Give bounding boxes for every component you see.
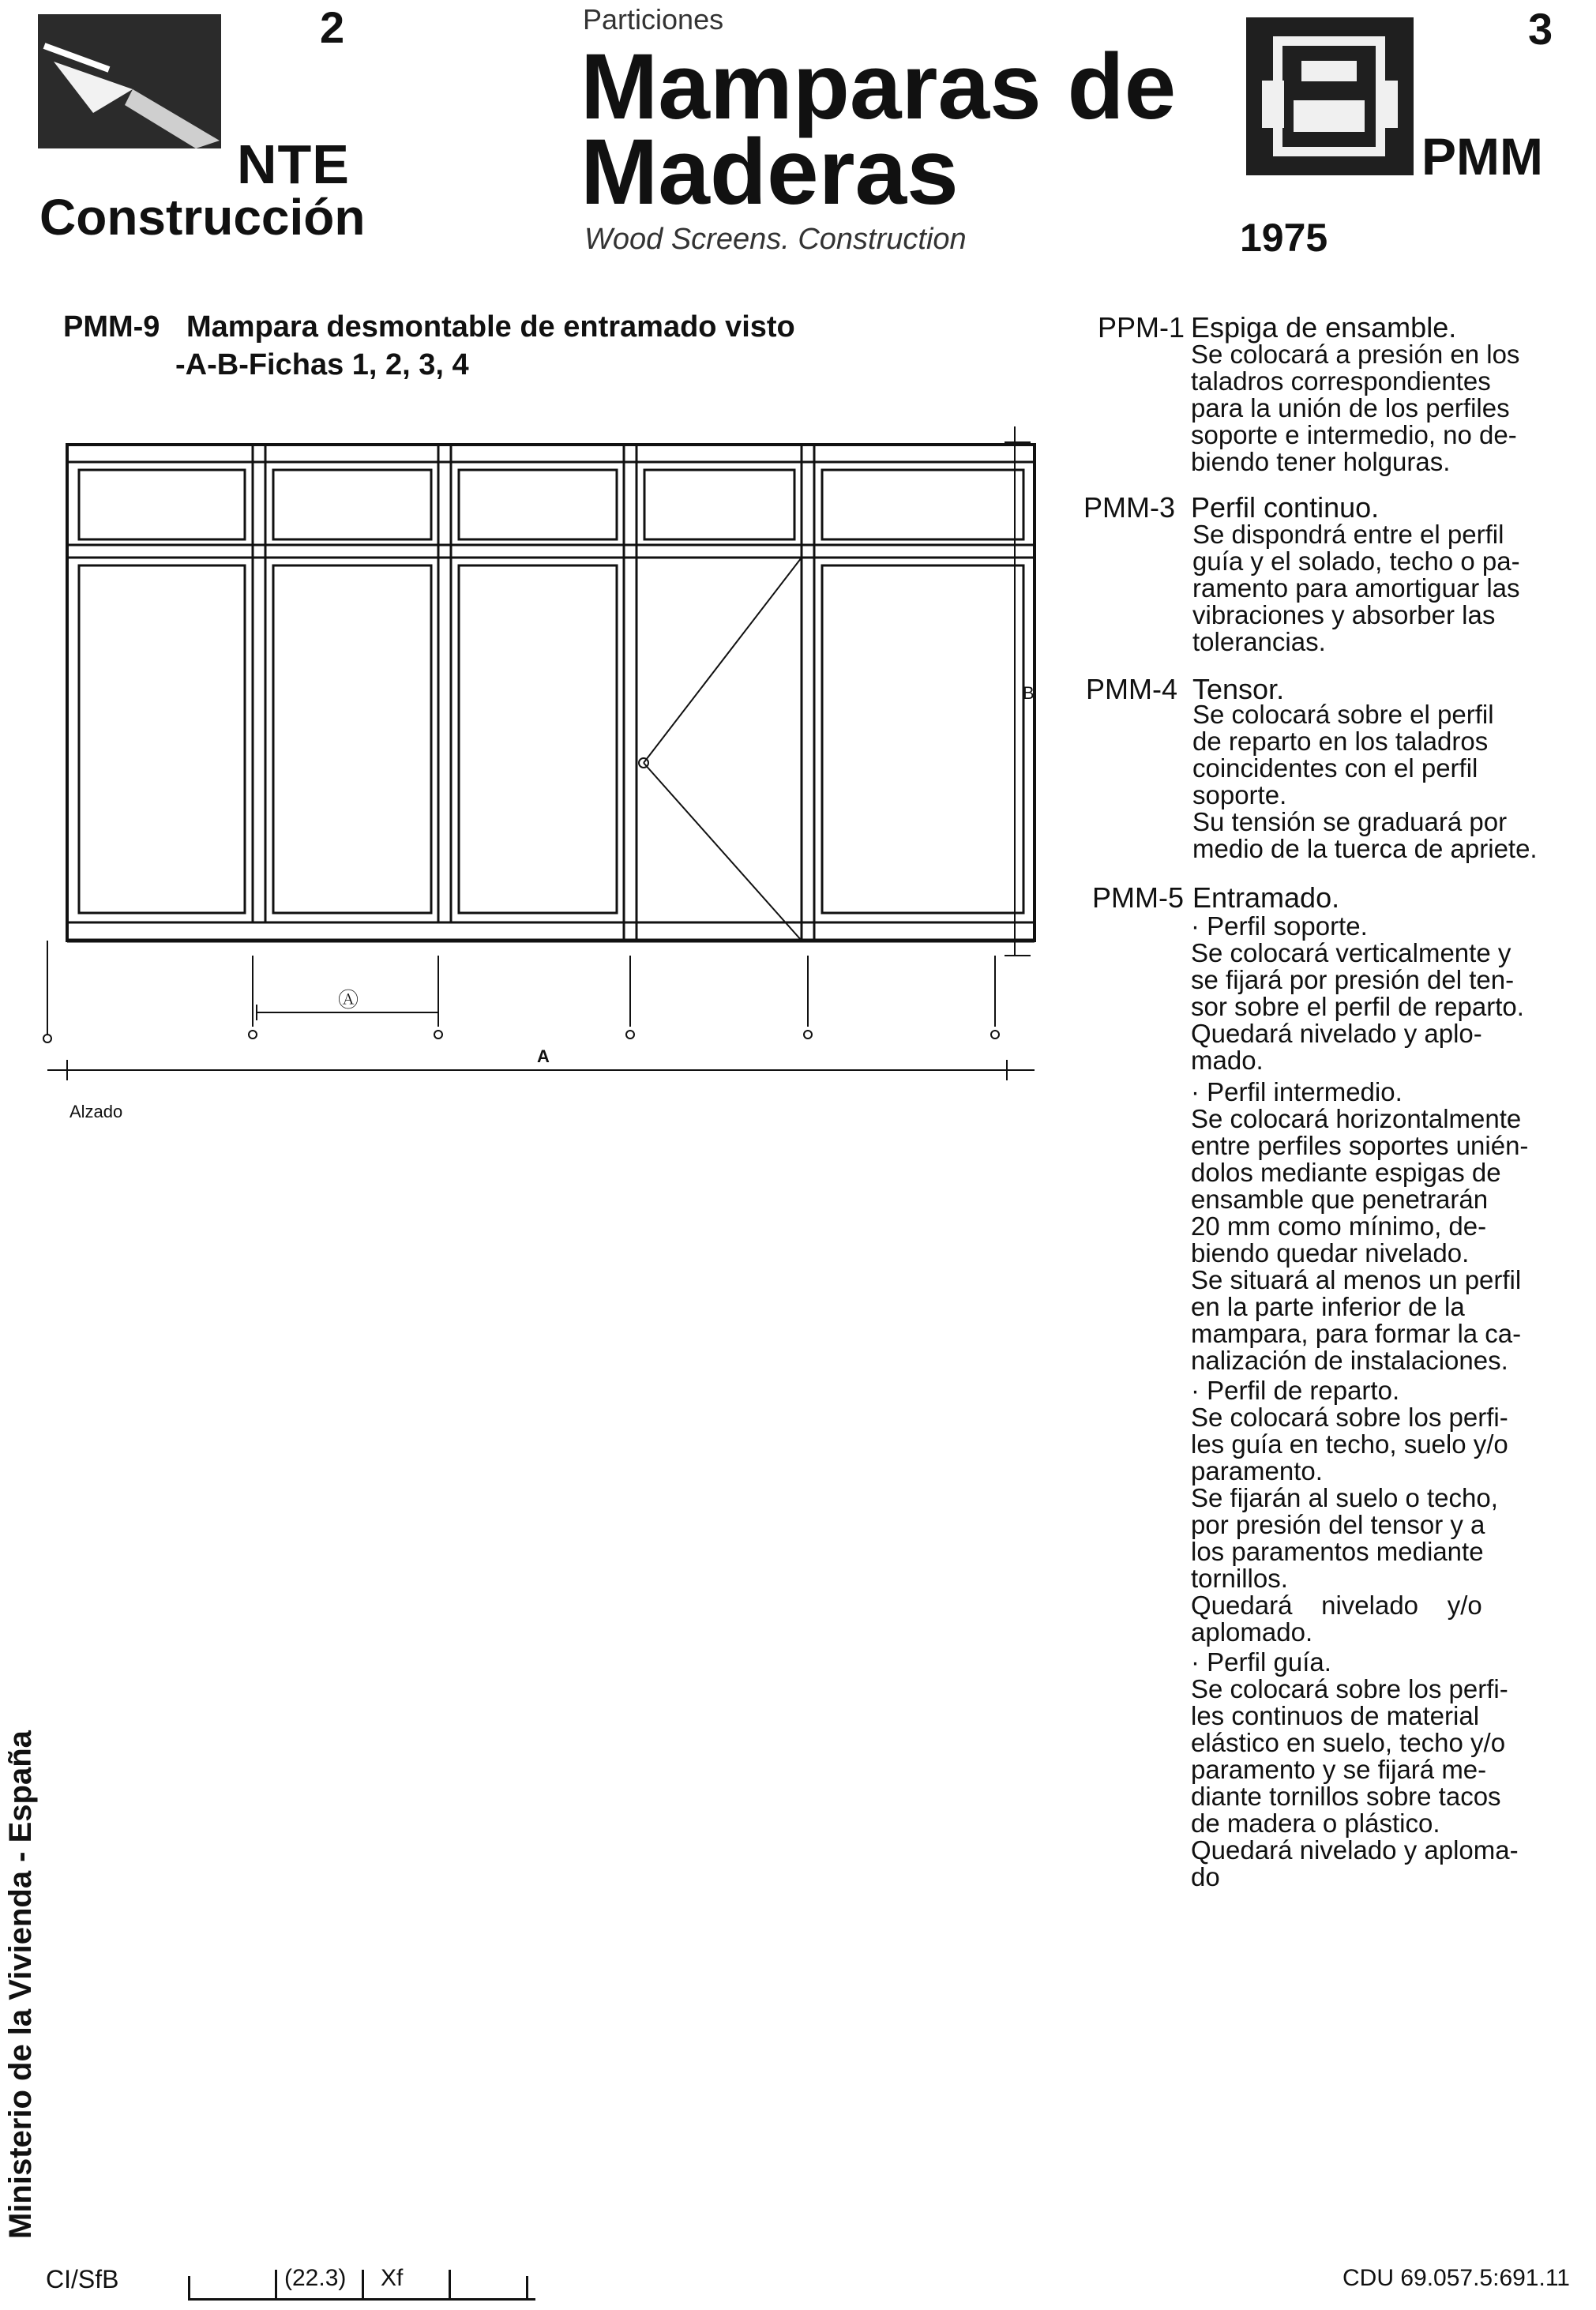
subsection-title-perfil-guia: · Perfil guía. <box>1191 1647 1331 1677</box>
dimension-b-label: B <box>1023 683 1035 703</box>
text-line: Se colocará sobre el perfil <box>1192 700 1494 729</box>
text-line: vibraciones y absorber las <box>1192 600 1496 629</box>
text-line: 20 mm como mínimo, de- <box>1191 1211 1487 1241</box>
text-line: Se colocará sobre los perfi- <box>1191 1403 1508 1432</box>
bar-tick <box>275 2270 277 2298</box>
text-line: Quedará nivelado y/o <box>1191 1591 1482 1620</box>
text-line: medio de la tuerca de apriete. <box>1192 834 1538 863</box>
nte-logo <box>38 14 221 148</box>
sheet-number-right: 3 <box>1528 4 1553 54</box>
cdu-code: CDU 69.057.5:691.11 <box>1343 2265 1570 2291</box>
bar-tick <box>188 2276 190 2298</box>
figure-subtitle: -A-B-Fichas 1, 2, 3, 4 <box>175 348 469 381</box>
text-line: en la parte inferior de la <box>1191 1292 1465 1321</box>
text-line: para la unión de los perfiles <box>1191 393 1510 423</box>
text-line: tornillos. <box>1191 1564 1288 1593</box>
text-line: coincidentes con el perfil <box>1192 753 1478 783</box>
spec-text-pmm-4 <box>1192 701 1552 862</box>
text-line: tolerancias. <box>1192 627 1326 656</box>
text-line: entre perfiles soportes unién- <box>1191 1131 1529 1160</box>
text-line: do <box>1191 1862 1220 1891</box>
text-line: Quedará nivelado y aploma- <box>1191 1835 1519 1865</box>
year: 1975 <box>1240 216 1328 260</box>
spec-title-ppm-1: Espiga de ensamble. <box>1191 311 1457 344</box>
text-line: soporte. <box>1192 780 1287 809</box>
text-line: Su tensión se graduará por <box>1192 807 1508 836</box>
spec-text-pmm-3 <box>1192 521 1552 655</box>
subsection-title-perfil-reparto: · Perfil de reparto. <box>1191 1376 1400 1405</box>
text-line: de madera o plástico. <box>1191 1809 1440 1838</box>
classification-bar <box>188 2265 535 2301</box>
spec-code-ppm-1: PPM-1 <box>1098 311 1185 344</box>
text-line: mado. <box>1191 1046 1264 1075</box>
construccion-label: Construcción <box>39 189 366 246</box>
spec-code-pmm-3: PMM-3 <box>1083 491 1175 524</box>
nte-label: NTE <box>237 133 350 195</box>
text-line: biendo quedar nivelado. <box>1191 1238 1470 1268</box>
partition-icon <box>1246 17 1414 175</box>
pmm-logo <box>1246 17 1414 175</box>
trowel-icon <box>38 14 221 148</box>
bar-tick <box>526 2276 528 2298</box>
text-line: ramento para amortiguar las <box>1192 573 1520 603</box>
text-line: taladros correspondientes <box>1191 366 1491 396</box>
text-line: dolos mediante espigas de <box>1191 1158 1501 1187</box>
text-line: Quedará nivelado y aplo- <box>1191 1019 1482 1048</box>
text-line: soporte e intermedio, no de- <box>1191 420 1517 449</box>
text-line: mampara, para formar la ca- <box>1191 1319 1522 1348</box>
elevation-drawing <box>32 411 1058 1106</box>
text-line: diante tornillos sobre tacos <box>1191 1782 1501 1811</box>
text-line: por presión del tensor y a <box>1191 1510 1485 1539</box>
text-line: aplomado. <box>1191 1617 1313 1647</box>
spec-code-pmm-4: PMM-4 <box>1086 673 1177 705</box>
spec-code-pmm-5: PMM-5 <box>1092 881 1184 914</box>
text-line: paramento y se fijará me- <box>1191 1755 1487 1784</box>
text-line: les guía en techo, suelo y/o <box>1191 1429 1508 1459</box>
page-title-line1: Mamparas de <box>580 35 1177 139</box>
figure-title-code: PMM-9 <box>63 310 160 344</box>
cisfb-box-1: (22.3) <box>284 2265 347 2291</box>
cisfb-box-2: Xf <box>381 2265 404 2291</box>
figure-caption: Alzado <box>69 1102 123 1121</box>
text-line: Se dispondrá entre el perfil <box>1192 520 1504 549</box>
text-line: sor sobre el perfil de reparto. <box>1191 992 1524 1021</box>
cisfb-label: CI/SfB <box>46 2265 119 2293</box>
ministry-side-label: Ministerio de la Vivienda - España <box>3 1730 38 2239</box>
text-line: Se colocará verticalmente y <box>1191 938 1512 967</box>
section-label: Particiones <box>583 3 724 36</box>
dimension-a-label: A <box>537 1046 550 1066</box>
sheet-number-left: 2 <box>320 2 345 52</box>
page-title-line2: Maderas <box>580 120 959 224</box>
text-line: ensamble que penetrarán <box>1191 1185 1489 1214</box>
text-line: Se fijarán al suelo o techo, <box>1191 1483 1498 1512</box>
text-line: Se colocará horizontalmente <box>1191 1104 1522 1133</box>
figure-title: Mampara desmontable de entramado visto <box>186 310 795 344</box>
text-line: Se situará al menos un perfil <box>1191 1265 1522 1294</box>
spec-title-pmm-4: Tensor. <box>1192 673 1285 705</box>
spec-title-pmm-3: Perfil continuo. <box>1191 491 1380 524</box>
text-line: les continuos de material <box>1191 1701 1480 1730</box>
text-line: se fijará por presión del ten- <box>1191 965 1515 994</box>
text-line: los paramentos mediante <box>1191 1537 1484 1566</box>
dimension-circled-a-label: Ⓐ <box>338 989 359 1012</box>
text-line: Se colocará a presión en los <box>1191 340 1520 369</box>
text-line: elástico en suelo, techo y/o <box>1191 1728 1506 1757</box>
pmm-code: PMM <box>1421 127 1543 186</box>
spec-text-pmm-5 <box>1191 913 1550 1891</box>
spec-title-pmm-5: Entramado. <box>1192 881 1340 914</box>
text-line: biendo tener holguras. <box>1191 447 1451 476</box>
text-line: de reparto en los taladros <box>1192 727 1489 756</box>
subsection-title-perfil-soporte: · Perfil soporte. <box>1191 911 1368 941</box>
text-line: nalización de instalaciones. <box>1191 1346 1508 1375</box>
spec-text-ppm-1 <box>1191 341 1550 475</box>
subsection-title-perfil-intermedio: · Perfil intermedio. <box>1191 1077 1403 1106</box>
bar-tick <box>449 2270 451 2298</box>
bar-tick <box>362 2270 364 2298</box>
text-line: Se colocará sobre los perfi- <box>1191 1674 1508 1703</box>
text-line: guía y el solado, techo o pa- <box>1192 547 1520 576</box>
text-line: paramento. <box>1191 1456 1323 1486</box>
page-subtitle: Wood Screens. Construction <box>584 223 967 256</box>
